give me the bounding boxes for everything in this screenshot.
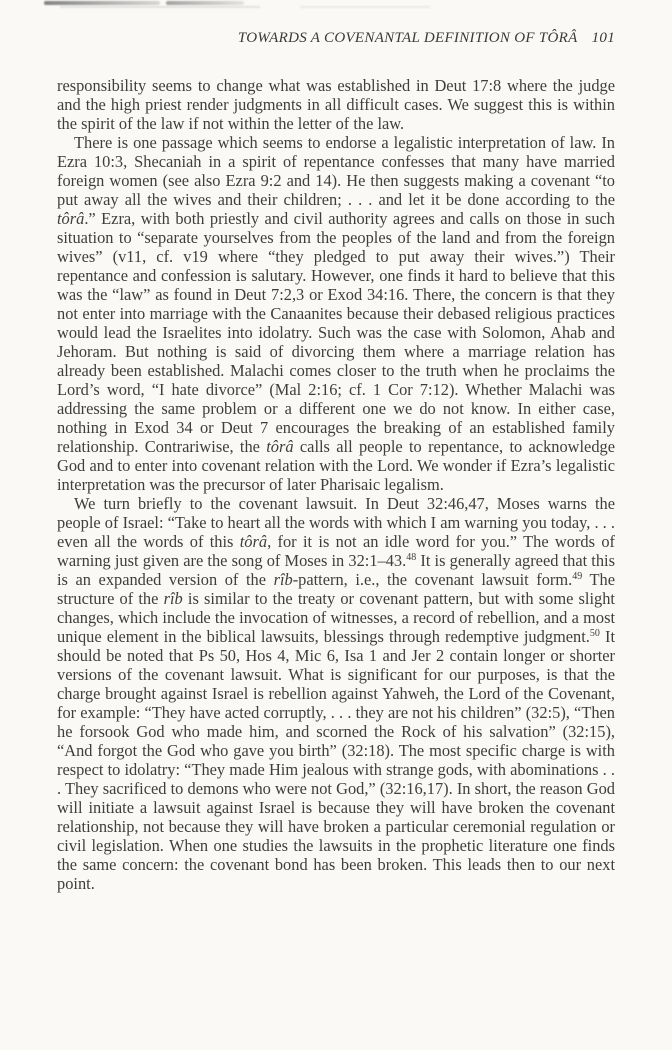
text-run: tôrâ xyxy=(239,532,268,551)
footnote-reference: 48 xyxy=(406,552,417,563)
text-run: It should be noted that Ps 50, Hos 4, Mic 6, Isa 1 and Jer 2 contain longer or shorter versions of the covenant lawsuit. What is significant for our purposes, is that the charge brought against Israel is rebellion against Yahweh, the Lord of the Covenant, for example: “They have acted corruptly, . . . they are not his children” (32:5), “Then he forsook God who made him, and scorned the Rock of his salvation” (32:15), “And forgot the God who gave you birth” (32:18). The most specific charge is with respect to idolatry: “They made Him jealous with strange gods, with abominations . . . They sacrificed to demons who were not God,” (32:16,17). In short, the reason God will initiate a lawsuit against Israel is because they will have broken the covenant relationship, not because they will have broken a particular ceremonial regulation or civil legislation. When one studies the lawsuits in the prophetic literature one finds the same concern: the covenant bond has been broken. This leads then to our next point. xyxy=(57,627,615,893)
footnote-reference: 49 xyxy=(572,571,583,582)
running-title: TOWARDS A COVENANTAL DEFINITION OF TÔRÂ xyxy=(237,30,578,46)
page-body xyxy=(57,76,615,893)
scan-artifact xyxy=(60,6,260,8)
text-run: calls all people to repentance, to acknowledge God and to enter into covenant relation with the Lord. We wonder if Ezra’s legalistic interpretation was the precursor of later Pharisaic legalism. xyxy=(57,437,616,494)
text-run: We turn briefly to the covenant lawsuit. In Deut 32:46,47, Moses warns the people of Israel: “Take to heart all the words with which I am warning you today, . . . even all the words of this xyxy=(57,494,615,551)
text-run: tôrâ xyxy=(266,437,294,456)
text-run: .” Ezra, with both priestly and civil authority agrees and calls on those in such situation to “separate yourselves from the peoples of the land and from the foreign wives” (v11, cf. v19 where “they pledged to put away their wives.”) Their repentance and confession is salutary. However, one finds it hard to believe that this was the “law” as found in Deut 7:2,3 or Exod 34:16. There, the concern is that they not enter into marriage with the Canaanites because their debased religious practices would lead the Israelites into idolatry. Such was the case with Solomon, Ahab and Jehoram. But nothing is said of divorcing them where a marriage relation has already been established. Malachi comes closer to the truth when he proclaims the Lord’s word, “I hate divorce” (Mal 2:16; cf. 1 Cor 7:12). Whether Malachi was addressing the same problem or a different one we do not know. In either case, nothing in Exod 34 or Deut 7 encourages the breaking of an established family relationship. Contrariwise, the xyxy=(57,209,615,456)
text-run: rîb xyxy=(273,570,293,589)
paragraph xyxy=(57,494,615,893)
text-run: rîb xyxy=(163,589,183,608)
paragraph xyxy=(57,76,615,133)
text-run: , for it is not an idle word for you.” The words of warning just given are the song of Moses in 32:1–43. xyxy=(57,532,615,570)
text-run: responsibility seems to change what was established in Deut 17:8 where the judge and the high priest render judgments in all difficult cases. We suggest this is within the spirit of the law if not within the letter of the law. xyxy=(57,76,615,133)
paragraph xyxy=(57,133,615,494)
scan-artifact xyxy=(300,6,430,8)
text-run: tôrâ xyxy=(57,209,85,228)
running-header xyxy=(57,30,615,47)
text-run: is similar to the treaty or covenant pattern, but with some slight changes, which include the invocation of witnesses, a record of rebellion, and a most unique element in the biblical lawsuits, blessings through redemptive judgment. xyxy=(57,589,615,646)
scan-artifact xyxy=(166,1,244,5)
text-run: It is generally agreed that this is an expanded version of the xyxy=(57,551,615,589)
scan-artifact xyxy=(44,1,160,5)
page-number: 101 xyxy=(591,30,615,46)
text-run: There is one passage which seems to endorse a legalistic interpretation of law. In Ezra 10:3, Shecaniah in a spirit of repentance confesses that many have married foreign women (see also Ezra 9:2 and 14). He then suggests making a covenant “to put away all the wives and their children; . . . and let it be done according to the xyxy=(57,133,615,209)
text-run: The structure of the xyxy=(57,570,615,608)
footnote-reference: 50 xyxy=(589,628,600,639)
text-run: -pattern, i.e., the covenant lawsuit form. xyxy=(292,570,573,589)
